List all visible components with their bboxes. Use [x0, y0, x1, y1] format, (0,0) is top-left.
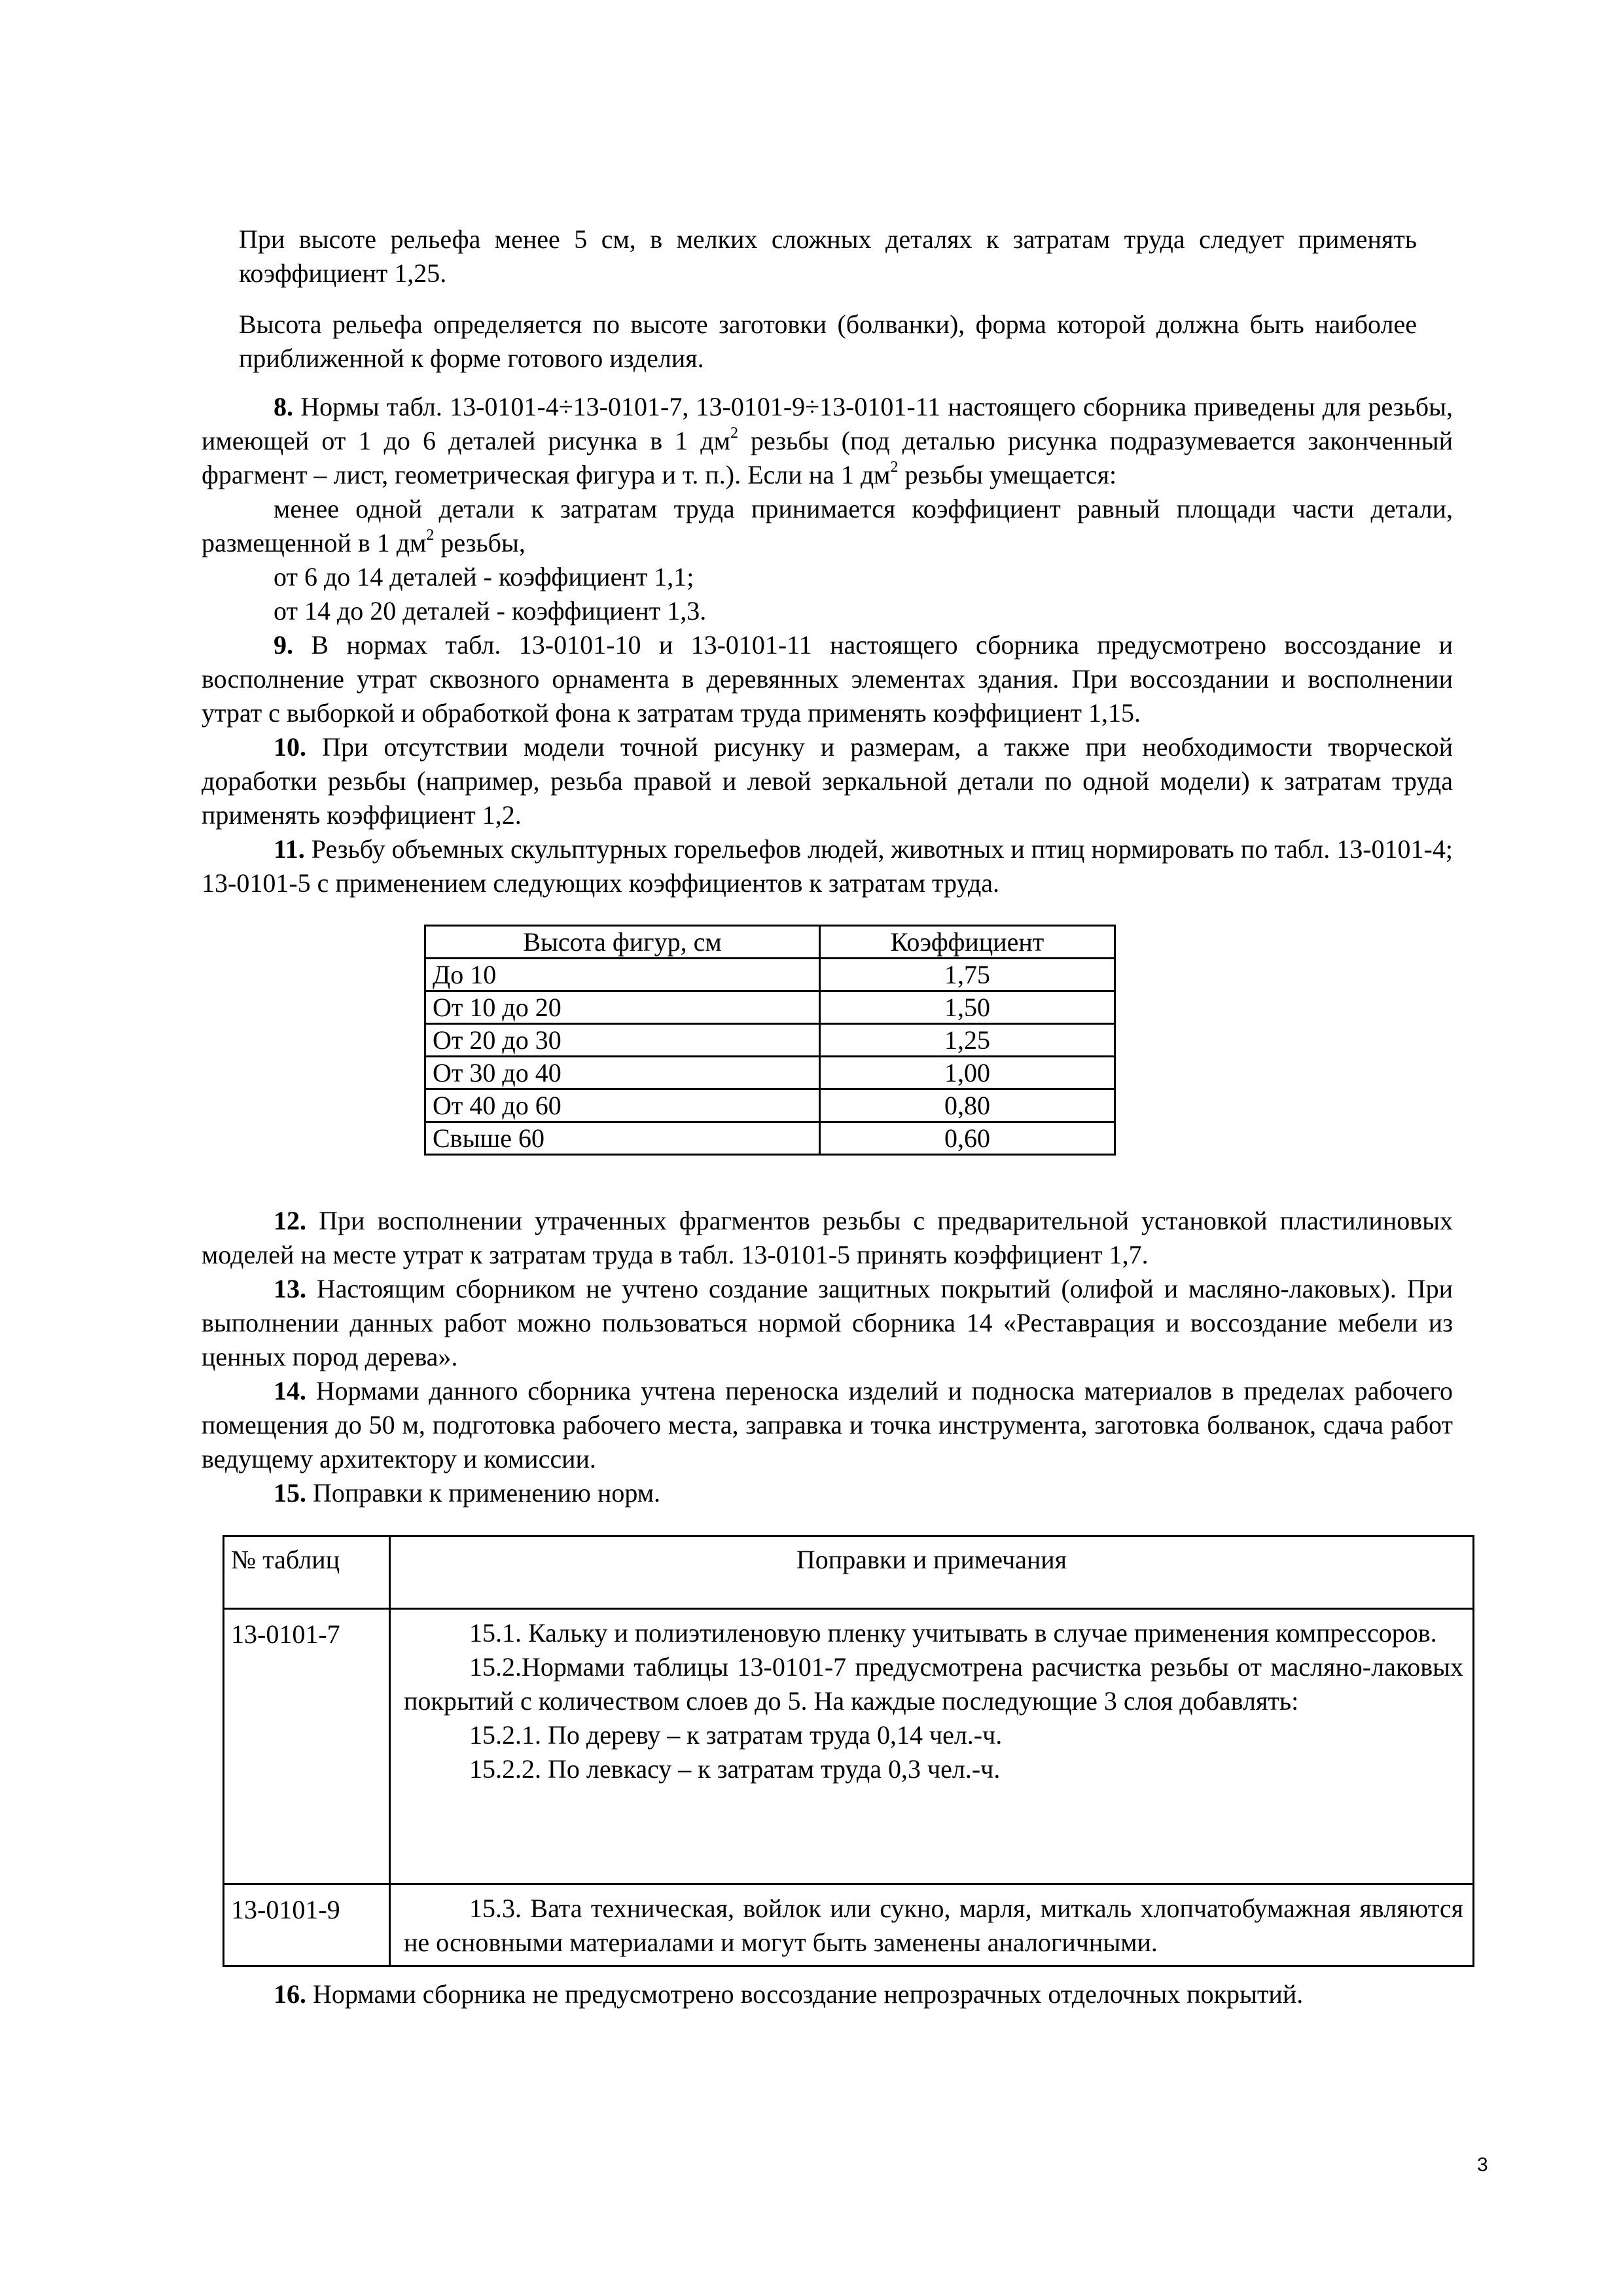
cell-height-range: От 10 до 20	[425, 991, 820, 1024]
cell-coefficient: 1,00	[820, 1057, 1115, 1089]
paragraph-relief-definition: Высота рельефа определяется по высоте заготовки (болванки), форма которой должна быть наиболее приближенной к форме готового изделия.	[239, 309, 1417, 373]
paragraph-8-case-less-one	[202, 492, 1453, 560]
paragraph-text: резьбы (под деталью рисунка подразумевается законченный фрагмент – лист, геометрическая фигура и т. п.). Если на 1 дм	[202, 426, 1453, 489]
paragraph-9	[202, 628, 1453, 730]
cell-table-number: 13-0101-7	[224, 1609, 390, 1884]
coefficient-table	[424, 925, 1116, 1156]
page-number: 3	[1477, 2154, 1488, 2176]
header-table-number: № таблиц	[224, 1536, 390, 1609]
note-15-2: 15.2.Нормами таблицы 13-0101-7 предусмотрена расчистка резьбы от масляно-лаковых покрытий с количеством слоев до 5. На каждые последующие 3 слоя добавлять:	[404, 1652, 1463, 1716]
paragraph-text: менее одной детали к затратам труда принимается коэффициент равный площади части детали, размещенной в 1 дм	[202, 494, 1453, 557]
paragraph-text: Настоящим сборником не учтено создание защитных покрытий (олифой и масляно-лаковых). При выполнении данных работ можно пользоваться нормой сборника 14 «Реставрация и воссоздание мебели из ценных пород дерева».	[202, 1274, 1453, 1371]
cell-height-range: От 20 до 30	[425, 1024, 820, 1057]
superscript: 2	[426, 527, 435, 544]
header-figure-height: Высота фигур, см	[425, 926, 820, 959]
item-number: 10.	[274, 732, 306, 762]
item-number: 13.	[274, 1274, 306, 1303]
paragraph-text: Нормы табл. 13-0101-4÷13-0101-7, 13-0101-9÷13-0101-11 настоящего сборника приведены для резьбы, имеющей от 1 до 6 деталей рисунка в 1 дм	[202, 392, 1453, 455]
paragraph-relief-height: При высоте рельефа менее 5 см, в мелких сложных деталях к затратам труда следует применять коэффициент 1,25.	[239, 224, 1417, 288]
item-number: 16.	[274, 1979, 306, 2009]
note-15-2-1: 15.2.1. По дереву – к затратам труда 0,14 чел.-ч.	[469, 1720, 1003, 1750]
paragraph-11	[202, 832, 1453, 900]
note-15-2-2: 15.2.2. По левкасу – к затратам труда 0,3 чел.-ч.	[469, 1754, 1001, 1784]
cell-table-number: 13-0101-9	[224, 1884, 390, 1966]
paragraph-12	[202, 1204, 1453, 1272]
cell-height-range: От 40 до 60	[425, 1089, 820, 1122]
item-number: 8.	[274, 392, 293, 421]
cell-notes	[390, 1884, 1474, 1966]
note-15-1: 15.1. Кальку и полиэтиленовую пленку учитывать в случае применения компрессоров.	[469, 1618, 1437, 1648]
cell-coefficient: 1,75	[820, 959, 1115, 991]
item-number: 12.	[274, 1206, 306, 1235]
paragraph-text: При восполнении утраченных фрагментов резьбы с предварительной установкой пластилиновых моделей на месте утрат к затратам труда в табл. 13-0101-5 принять коэффициент 1,7.	[202, 1206, 1453, 1269]
table-row	[224, 1609, 1474, 1884]
paragraph-8	[202, 390, 1453, 492]
cell-height-range: Свыше 60	[425, 1122, 820, 1155]
item-number: 11.	[274, 834, 305, 864]
cell-height-range: От 30 до 40	[425, 1057, 820, 1089]
paragraph-text: резьбы,	[434, 528, 526, 557]
note-15-3: 15.3. Вата техническая, войлок или сукно, марля, миткаль хлопчатобумажная являются не основными материалами и могут быть заменены аналогичными.	[404, 1894, 1463, 1957]
cell-coefficient: 0,80	[820, 1089, 1115, 1122]
amendments-table	[223, 1535, 1474, 1967]
paragraph-text: Нормами данного сборника учтена переноска изделий и подноска материалов в пределах рабочего помещения до 50 м, подготовка рабочего места, заправка и точка инструмента, заготовка болванок, сдача работ ведущему архитектору и комиссии.	[202, 1376, 1453, 1474]
header-coefficient: Коэффициент	[820, 926, 1115, 959]
table-row	[425, 959, 1115, 991]
paragraph-text: Поправки к применению норм.	[306, 1478, 661, 1508]
table-header-row	[224, 1536, 1474, 1609]
paragraph-text: резьбы умещается:	[898, 460, 1117, 489]
item-number: 15.	[274, 1478, 306, 1508]
item-number: 9.	[274, 630, 293, 660]
cell-coefficient: 1,50	[820, 991, 1115, 1024]
paragraph-text: Нормами сборника не предусмотрено воссоздание непрозрачных отделочных покрытий.	[306, 1979, 1304, 2009]
table-row	[425, 1057, 1115, 1089]
table-row	[425, 1122, 1115, 1155]
paragraph-text: В нормах табл. 13-0101-10 и 13-0101-11 настоящего сборника предусмотрено воссоздание и восполнение утрат сквозного орнамента в деревянных элементах здания. При воссоздании и восполнении утрат с выборкой и обработкой фона к затратам труда применять коэффициент 1,15.	[202, 630, 1453, 728]
header-amendments: Поправки и примечания	[390, 1536, 1474, 1609]
paragraph-text: При отсутствии модели точной рисунку и размерам, а также при необходимости творческой доработки резьбы (например, резьба правой и левой зеркальной детали по одной модели) к затратам труда применять коэффициент 1,2.	[202, 732, 1453, 830]
item-number: 14.	[274, 1376, 306, 1405]
cell-height-range: До 10	[425, 959, 820, 991]
paragraph-16	[202, 1977, 1453, 2011]
table-row	[224, 1884, 1474, 1966]
paragraph-text: Резьбу объемных скульптурных горельефов людей, животных и птиц нормировать по табл. 13-0101-4; 13-0101-5 с применением следующих коэффициентов к затратам труда.	[202, 834, 1453, 898]
paragraph-8-case-6-14: от 6 до 14 деталей - коэффициент 1,1;	[274, 562, 694, 592]
paragraph-14	[202, 1374, 1453, 1476]
table-header-row	[425, 926, 1115, 959]
table-row	[425, 1024, 1115, 1057]
paragraph-13	[202, 1272, 1453, 1374]
table-row	[425, 991, 1115, 1024]
cell-notes	[390, 1609, 1474, 1884]
cell-coefficient: 1,25	[820, 1024, 1115, 1057]
superscript: 2	[890, 459, 899, 476]
table-row	[425, 1089, 1115, 1122]
paragraph-15	[202, 1476, 1453, 1510]
paragraph-8-case-14-20: от 14 до 20 деталей - коэффициент 1,3.	[274, 596, 707, 626]
paragraph-10	[202, 730, 1453, 832]
superscript: 2	[730, 425, 738, 442]
cell-coefficient: 0,60	[820, 1122, 1115, 1155]
